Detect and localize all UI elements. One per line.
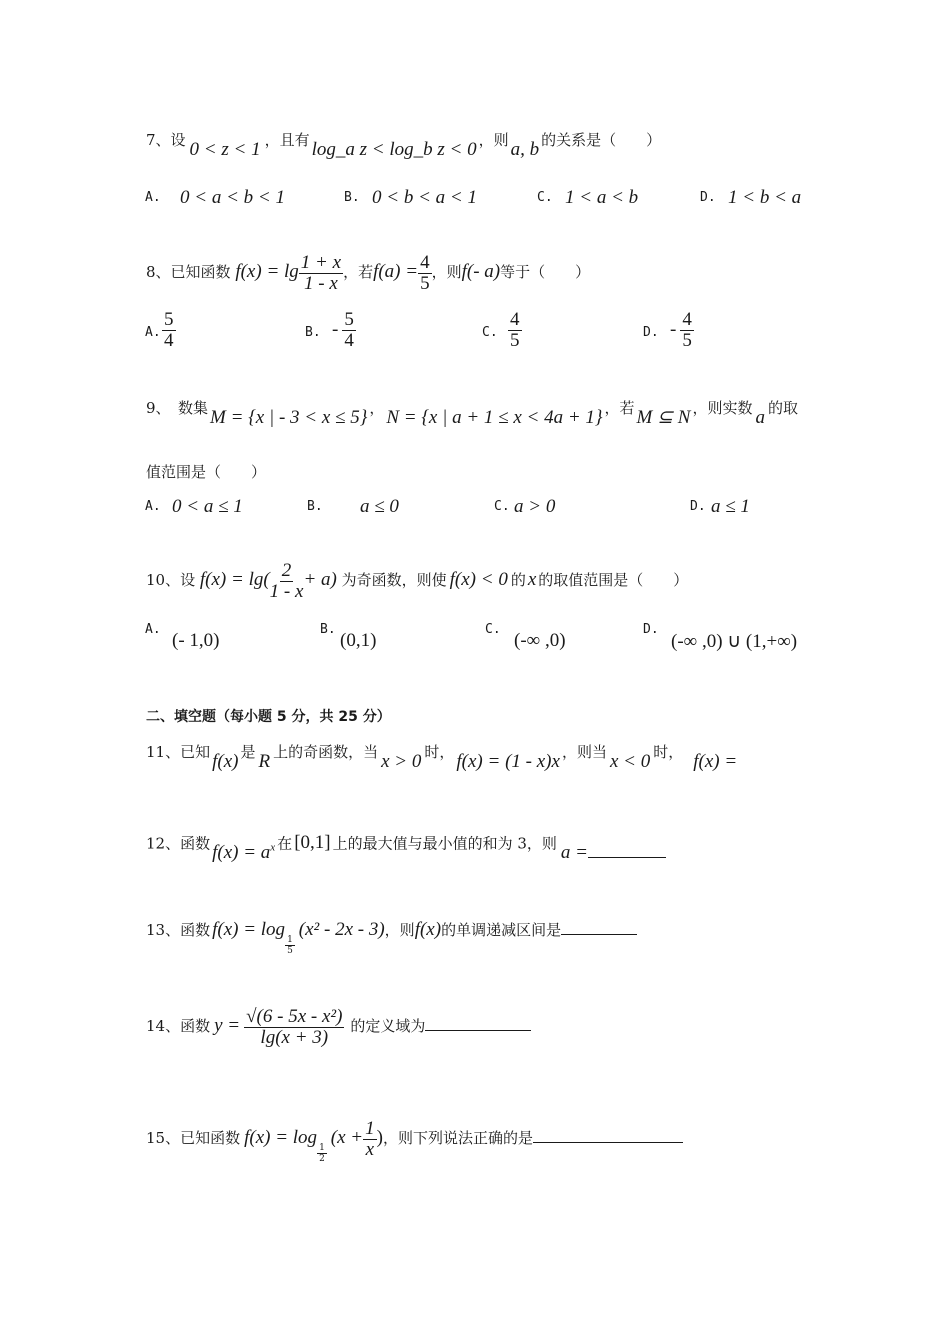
q8-option-b-label: B. — [305, 325, 321, 340]
q8-condition: f(a) = — [373, 261, 419, 282]
q9-set-n: N = {x | a + 1 ≤ x < 4a + 1} — [386, 407, 603, 428]
q11-text-2: 上的奇函数，当 — [273, 743, 379, 761]
q8-option-a: $\frac{5}{4}$ — [164, 309, 174, 351]
q10-text-mid2: 的 — [510, 571, 526, 589]
q9-comma: ， — [369, 399, 385, 417]
q10-option-c-label: C. — [485, 622, 501, 637]
q7-text-mid2: ，则 — [478, 131, 509, 149]
q15-number: 15、已知函数 — [146, 1129, 241, 1147]
q10-text-tail: 的取值范围是（ ） — [538, 571, 689, 589]
question-11 — [146, 742, 738, 772]
q10-option-b: (0,1) — [340, 630, 377, 651]
q7-option-a: 0 < a < b < 1 — [180, 187, 285, 208]
q7-option-d: 1 < b < a — [728, 187, 802, 208]
question-12 — [146, 828, 666, 864]
question-8 — [146, 250, 590, 294]
q13-blank[interactable] — [561, 934, 637, 935]
q7-condition-1: 0 < z < 1 — [189, 139, 261, 160]
q7-option-c: 1 < a < b — [565, 187, 639, 208]
q15-blank[interactable] — [533, 1142, 683, 1143]
q10-number: 10、设 — [146, 571, 196, 589]
question-13 — [146, 919, 637, 956]
q15-text-1: ，则下列说法正确的是 — [382, 1129, 533, 1147]
q7-option-b-label: B. — [344, 190, 360, 205]
q12-blank[interactable] — [588, 857, 666, 858]
q8-text-mid: ，若 — [343, 263, 374, 281]
q10-var: x — [527, 569, 537, 590]
q10-option-d-label: D. — [643, 622, 659, 637]
q14-frac-num: √(6 - 5x - x²) — [246, 1005, 343, 1027]
q9-text-mid: ，若 — [604, 399, 635, 417]
q10-option-b-label: B. — [320, 622, 336, 637]
q10-frac-num: 2 — [281, 559, 292, 581]
q8-option-a-label: A. — [145, 325, 161, 340]
q9-option-d: a ≤ 1 — [711, 496, 750, 517]
q10-frac-den: 1 - x — [269, 580, 304, 602]
question-15 — [146, 1116, 683, 1164]
q8-option-c: $\frac{4}{5}$ — [510, 309, 520, 351]
q11-text-5: 时， — [653, 743, 684, 761]
question-9 — [146, 398, 798, 428]
q7-number: 7、设 — [146, 131, 186, 149]
q10-option-a-label: A. — [145, 622, 161, 637]
q8-cond-fraction — [418, 253, 432, 294]
q9-option-a: 0 < a ≤ 1 — [172, 496, 243, 517]
q9-text-tail: 的取 — [767, 399, 798, 417]
q7-option-a-label: A. — [145, 190, 161, 205]
q8-option-b: - $\frac{5}{4}$ — [332, 309, 354, 351]
q8-target: f(- a) — [461, 261, 501, 282]
q10-text-mid: 为奇函数，则使 — [341, 571, 447, 589]
q8-option-d-label: D. — [643, 325, 659, 340]
q10-function: f(x) = lg( — [199, 569, 270, 590]
q8-text-tail: 等于（ ） — [500, 263, 591, 281]
q12-interval: [0,1] — [294, 832, 331, 854]
q9-option-a-label: A. — [145, 499, 161, 514]
q8-frac-num: 1 + x — [300, 251, 342, 273]
q7-text-tail: 的关系是（ ） — [541, 131, 662, 149]
q7-condition-2: log_a z < log_b z < 0 — [311, 139, 477, 160]
q8-cond-den: 5 — [420, 272, 430, 294]
q15-arg-post: ) — [376, 1127, 383, 1148]
q15-arg-pre: (x + — [330, 1127, 364, 1148]
q14-number: 14、函数 — [146, 1017, 211, 1035]
q9-relation: M ⊆ N — [636, 407, 691, 428]
q12-answer: a = — [560, 842, 588, 864]
q8-cond-num: 4 — [420, 251, 430, 273]
q12-text-1: 在 — [277, 834, 293, 853]
q12-text-2: 上的最大值与最小值的和为 3，则 — [332, 834, 557, 853]
question-7 — [146, 130, 662, 160]
q8-function: f(x) = lg — [235, 261, 299, 282]
q11-number: 11、已知 — [146, 743, 211, 761]
q11-text-1: 是 — [240, 743, 256, 761]
q13-number: 13、函数 — [146, 921, 211, 939]
q14-y: y = — [214, 1015, 241, 1036]
q11-domain: R — [258, 751, 271, 772]
q9-text-mid2: ，则实数 — [692, 399, 753, 417]
q10-option-c: (-∞ ,0) — [514, 630, 566, 651]
q8-frac-den: 1 - x — [304, 272, 338, 294]
q13-text-2: 的单调递减区间是 — [441, 921, 562, 939]
q12-function: $f(x) = a^x$ — [212, 842, 276, 864]
q13-text-1: ，则 — [384, 921, 415, 939]
q9-set-m: M = {x | - 3 < x ≤ 5} — [210, 407, 368, 428]
q9-number: 9、 数集 — [146, 399, 209, 417]
q13-function: f(x) = log — [212, 919, 286, 940]
q10-function-tail: + a) — [303, 569, 337, 590]
q14-blank[interactable] — [425, 1030, 531, 1031]
q15-fraction: $\frac{1}{x}$ — [365, 1117, 375, 1160]
question-10 — [146, 558, 688, 602]
q14-text-1: 的定义域为 — [350, 1017, 426, 1035]
q9-option-c: a > 0 — [514, 496, 556, 517]
q11-function: f(x) — [212, 751, 239, 772]
q7-vars: a, b — [510, 139, 540, 160]
question-14 — [146, 1004, 531, 1048]
section-heading: 二、填空题（每小题 5 分，共 25 分） — [146, 709, 391, 725]
q11-expression: f(x) = (1 - x)x — [456, 751, 560, 772]
q11-answer: f(x) = — [693, 751, 738, 772]
q10-option-a: (- 1,0) — [172, 630, 220, 651]
q11-text-3: 时， — [424, 743, 455, 761]
q7-option-d-label: D. — [700, 190, 716, 205]
q9-option-d-label: D. — [690, 499, 706, 514]
q15-function: f(x) = log — [244, 1127, 318, 1148]
q14-frac-den: lg(x + 3) — [260, 1026, 329, 1048]
q15-base: $\frac{1}{2}$ — [319, 1142, 325, 1164]
q7-option-b: 0 < b < a < 1 — [372, 187, 477, 208]
q7-text-mid: ，且有 — [264, 131, 310, 149]
q9-option-b-label: B. — [307, 499, 323, 514]
q8-fraction — [299, 253, 343, 294]
q9-option-c-label: C. — [494, 499, 510, 514]
q8-option-c-label: C. — [482, 325, 498, 340]
q8-number: 8、已知函数 — [146, 263, 231, 281]
q11-condition-1: x > 0 — [381, 751, 422, 772]
q9-var: a — [755, 407, 765, 428]
q8-option-d: - $\frac{4}{5}$ — [670, 309, 692, 351]
q13-argument: (x² - 2x - 3) — [298, 919, 385, 940]
q10-fraction — [270, 561, 304, 602]
q12-number: 12、函数 — [146, 834, 211, 853]
q9-option-b: a ≤ 0 — [360, 496, 399, 517]
q10-option-d: (-∞ ,0) ∪ (1,+∞) — [671, 631, 798, 652]
q10-condition: f(x) < 0 — [449, 569, 508, 590]
q11-text-4: ，则当 — [561, 743, 607, 761]
q14-fraction — [244, 1007, 344, 1048]
q13-base: $\frac{1}{5}$ — [287, 934, 293, 956]
q8-text-mid2: ，则 — [431, 263, 462, 281]
q9-line-2: 值范围是（ ） — [146, 463, 267, 481]
q11-condition-2: x < 0 — [609, 751, 651, 772]
q13-function-2: f(x) — [414, 919, 442, 940]
q7-option-c-label: C. — [537, 190, 553, 205]
